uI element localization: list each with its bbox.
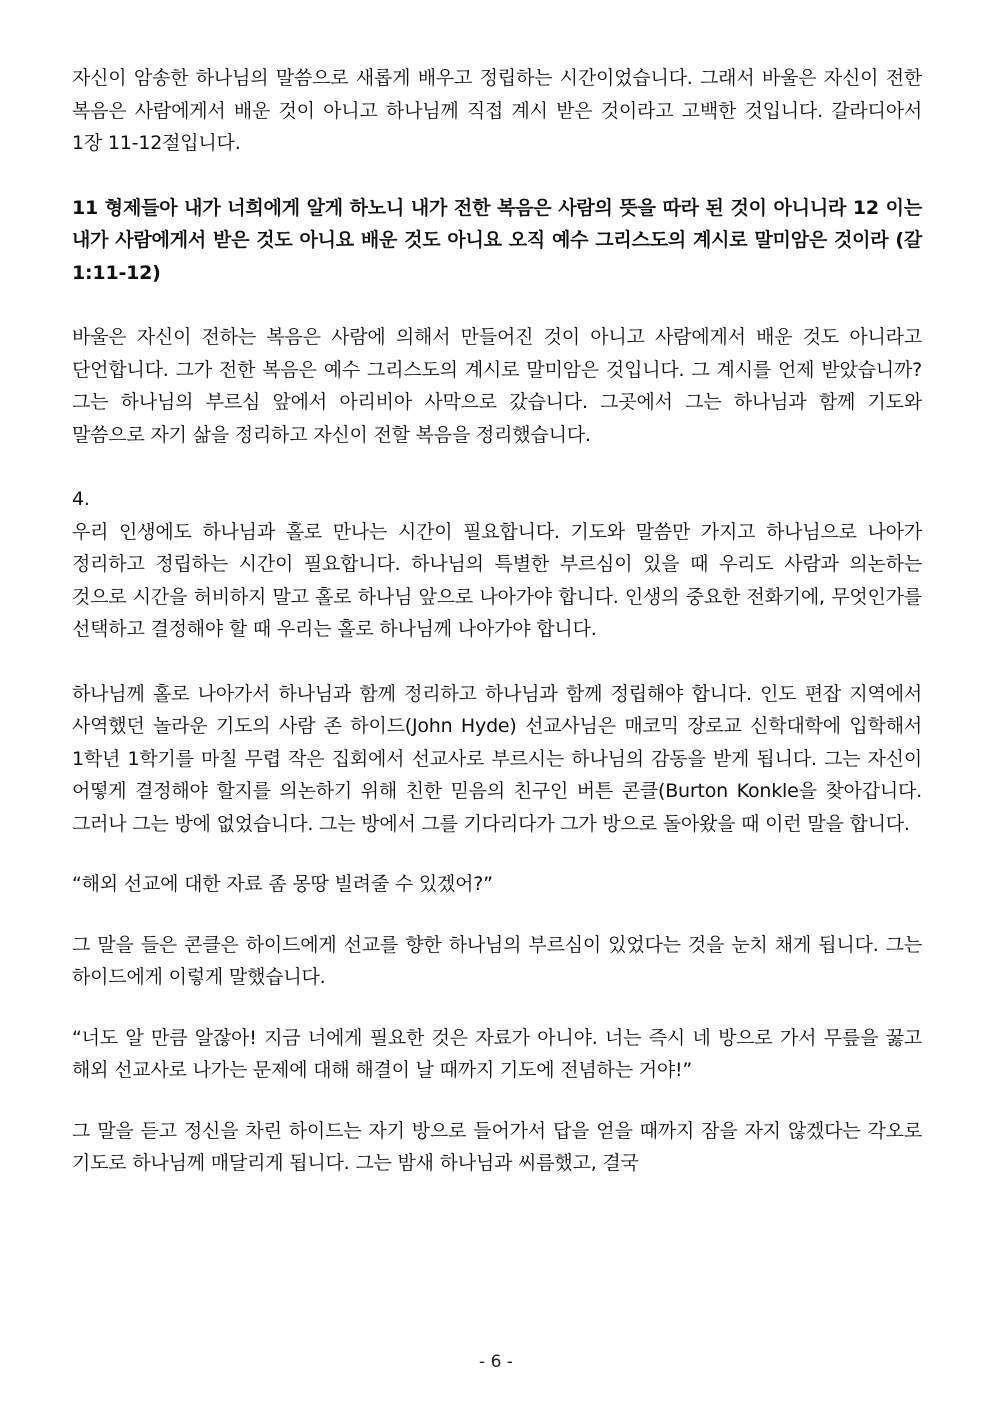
page-number: - 6 - (479, 1352, 513, 1372)
spacer (72, 1087, 922, 1115)
spacer (72, 160, 922, 192)
spacer (72, 840, 922, 868)
paragraph-intro: 자신이 암송한 하나님의 말씀으로 새롭게 배우고 정립하는 시간이었습니다. 그래서 바울은 자신이 전한 복음은 사람에게서 배운 것이 아니고 하나님께 직접 계시 받은 것이라고 고백한 것입니다. 갈라디아서 1장 11-12절입니다. (72, 67, 922, 154)
spacer (72, 289, 922, 321)
paragraph-paul: 바울은 자신이 전하는 복음은 사람에 의해서 만들어진 것이 아니고 사람에게서 배운 것도 아니라고 단언합니다. 그가 전한 복음은 예수 그리스도의 계시로 말미암은 것입니다. 그 계시를 언제 받았습니까? 그는 하나님의 부르심 앞에서 아리비아 사막으로 갔습니다. 그곳에서 그는 하나님과 함께 기도와 말씀으로 자기 삶을 정리하고 자신이 전할 복음을 정리했습니다. (72, 326, 922, 446)
spacer (72, 451, 922, 483)
spacer (72, 646, 922, 678)
paragraph-john-hyde: 하나님께 홀로 나아가서 하나님과 함께 정리하고 하나님과 함께 정립해야 합니다. 인도 편잡 지역에서 사역했던 놀라운 기도의 사람 존 하이드(John Hyde) 선교사님은 매코믹 장로교 신학대학에 입학해서 1학년 1학기를 마칠 무렵 작은 집회에서 선교사로 부르시는 하나님의 감동을 받게 됩니다. 그는 자신이 어떻게 결정해야 할지를 의논하기 위해 친한 믿음의 친구인 버튼 콘클(Burton Konkle을 찾아갑니다. 그러나 그는 방에 없었습니다. 그는 방에서 그를 기다리다가 그가 방으로 돌아왔을 때 이런 말을 합니다. (72, 682, 922, 835)
quote-konkle: “너도 알 만큼 알잖아! 지금 너에게 필요한 것은 자료가 아니야. 너는 즉시 네 방으로 가서 무릎을 꿇고 해외 선교사로 나가는 문제에 대해 해결이 날 때까지 기도에 전념하는 거야!” (72, 1026, 922, 1081)
paragraph-prayer: 그 말을 듣고 정신을 차린 하이드는 자기 방으로 들어가서 답을 얻을 때까지 잠을 자지 않겠다는 각오로 기도로 하나님께 매달리게 됩니다. 그는 밤새 하나님과 씨름했고, 결국 (72, 1119, 922, 1174)
quote-hyde: “해외 선교에 대한 자료 좀 몽땅 빌려줄 수 있겠어?” (72, 873, 493, 895)
document-body (72, 62, 922, 1180)
paragraph-section-4: 우리 인생에도 하나님과 홀로 만나는 시간이 필요합니다. 기도와 말씀만 가지고 하나님으로 나아가 정리하고 정립하는 시간이 필요합니다. 하나님의 특별한 부르심이 있을 때 우리도 사람과 의논하는 것으로 시간을 허비하지 말고 홀로 하나님 앞으로 나아가야 합니다. 인생의 중요한 전화기에, 무엇인가를 선택하고 결정해야 할 때 우리는 홀로 하나님께 나아가야 합니다. (72, 520, 922, 640)
spacer (72, 901, 922, 929)
scripture-quote: 11 형제들아 내가 너희에게 알게 하노니 내가 전한 복음은 사람의 뜻을 따라 된 것이 아니니라 12 이는 내가 사람에게서 받은 것도 아니요 배운 것도 아니요 오직 예수 그리스도의 계시로 말미암은 것이라 (갈 1:11-12) (72, 196, 922, 284)
spacer (72, 994, 922, 1022)
paragraph-konkle: 그 말을 들은 콘클은 하이드에게 선교를 향한 하나님의 부르심이 있었다는 것을 눈치 채게 됩니다. 그는 하이드에게 이렇게 말했습니다. (72, 933, 922, 988)
section-number: 4. (72, 488, 90, 510)
